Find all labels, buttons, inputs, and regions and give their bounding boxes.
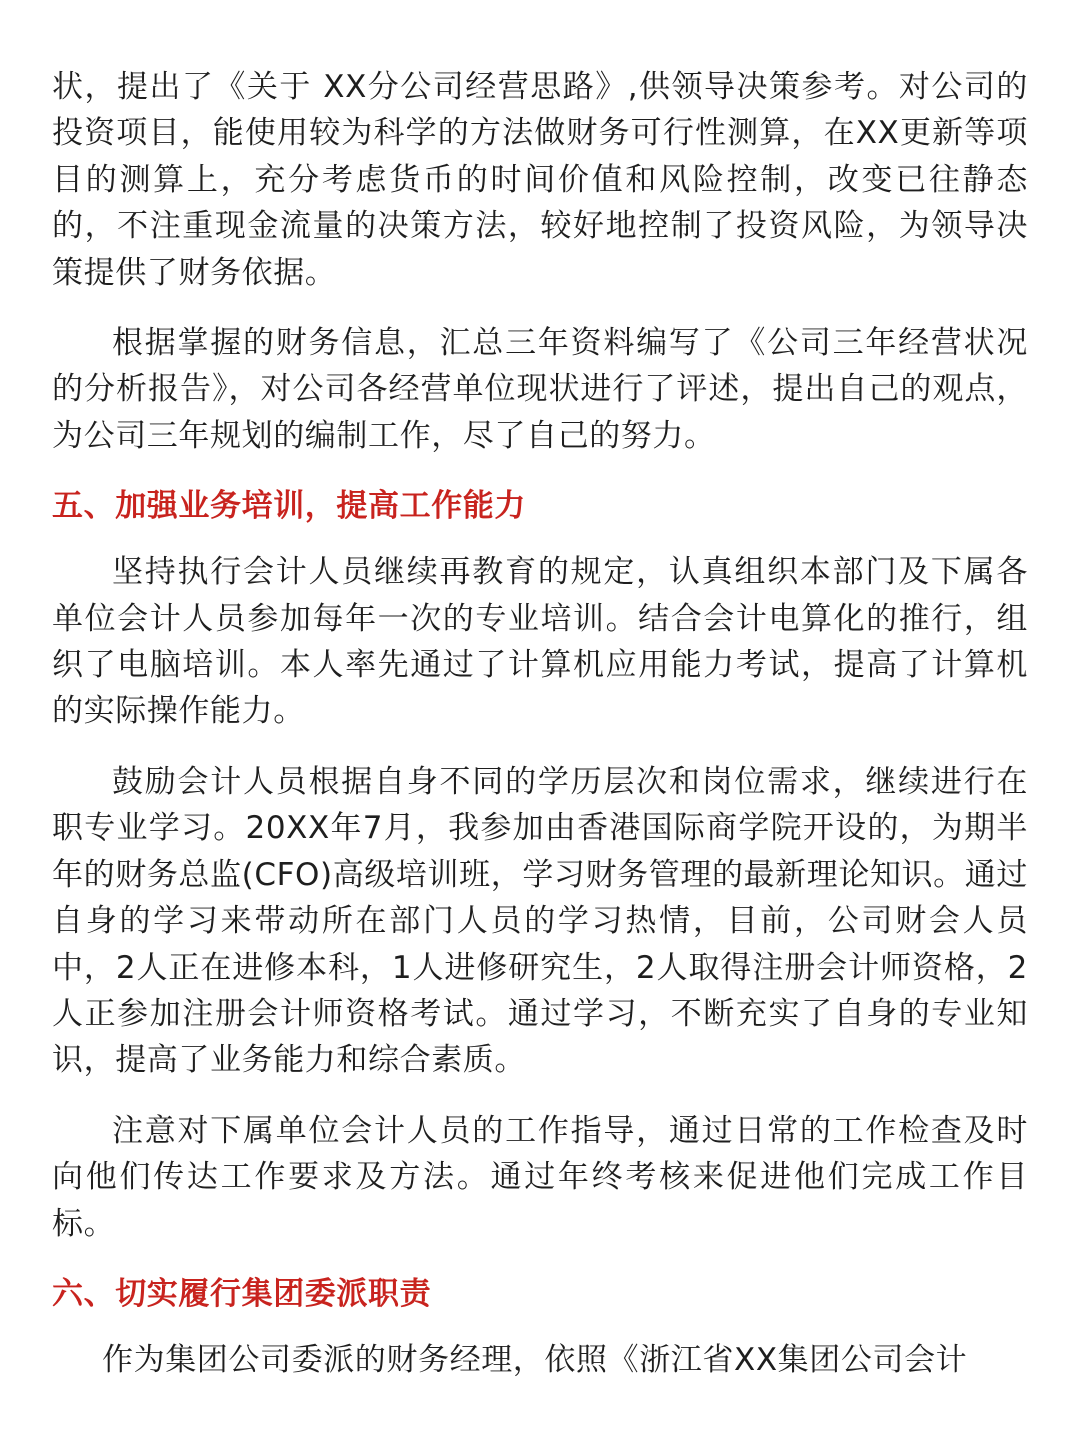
paragraph-delegated-manager: 作为集团公司委派的财务经理，依照《浙江省XX集团公司会计 (102, 1341, 968, 1378)
paragraph-professional-study: 鼓励会计人员根据自身不同的学历层次和岗位需求，继续进行在职专业学习。20XX年7月，我参加由香港国际商学院开设的，为期半年的财务总监(CFO)高级培训班，学习财务管理的最新理论知识。通过自身的学习来带动所在部门人员的学习热情，目前，公司财会人员中，2人正在进修本科，1人进修研究生，2人取得注册会计师资格，2人正参加注册会计师资格考试。通过学习，不断充实了自身的专业知识，提高了业务能力和综合素质。 (52, 763, 1028, 1079)
paragraph-continuing-education: 坚持执行会计人员继续再教育的规定，认真组织本部门及下属各单位会计人员参加每年一次的专业培训。结合会计电算化的推行，组织了电脑培训。本人率先通过了计算机应用能力考试，提高了计算机的实际操作能力。 (52, 554, 1028, 730)
section-heading-group-duties: 六、切实履行集团委派职责 (52, 1275, 432, 1312)
section-heading-training: 五、加强业务培训，提高工作能力 (52, 488, 526, 525)
paragraph-investment-analysis: 状，提出了《关于 XX分公司经营思路》,供领导决策参考。对公司的投资项目，能使用较为科学的方法做财务可行性测算，在XX更新等项目的测算上，充分考虑货币的时间价值和风险控制，改变已往静态的，不注重现金流量的决策方法，较好地控制了投资风险，为领导决策提供了财务依据。 (52, 69, 1028, 291)
paragraph-three-year-report: 根据掌握的财务信息，汇总三年资料编写了《公司三年经营状况的分析报告》，对公司各经营单位现状进行了评述，提出自己的观点，为公司三年规划的编制工作，尽了自己的努力。 (52, 325, 1028, 454)
paragraph-work-guidance: 注意对下属单位会计人员的工作指导，通过日常的工作检查及时向他们传达工作要求及方法。通过年终考核来促进他们完成工作目标。 (52, 1112, 1028, 1242)
